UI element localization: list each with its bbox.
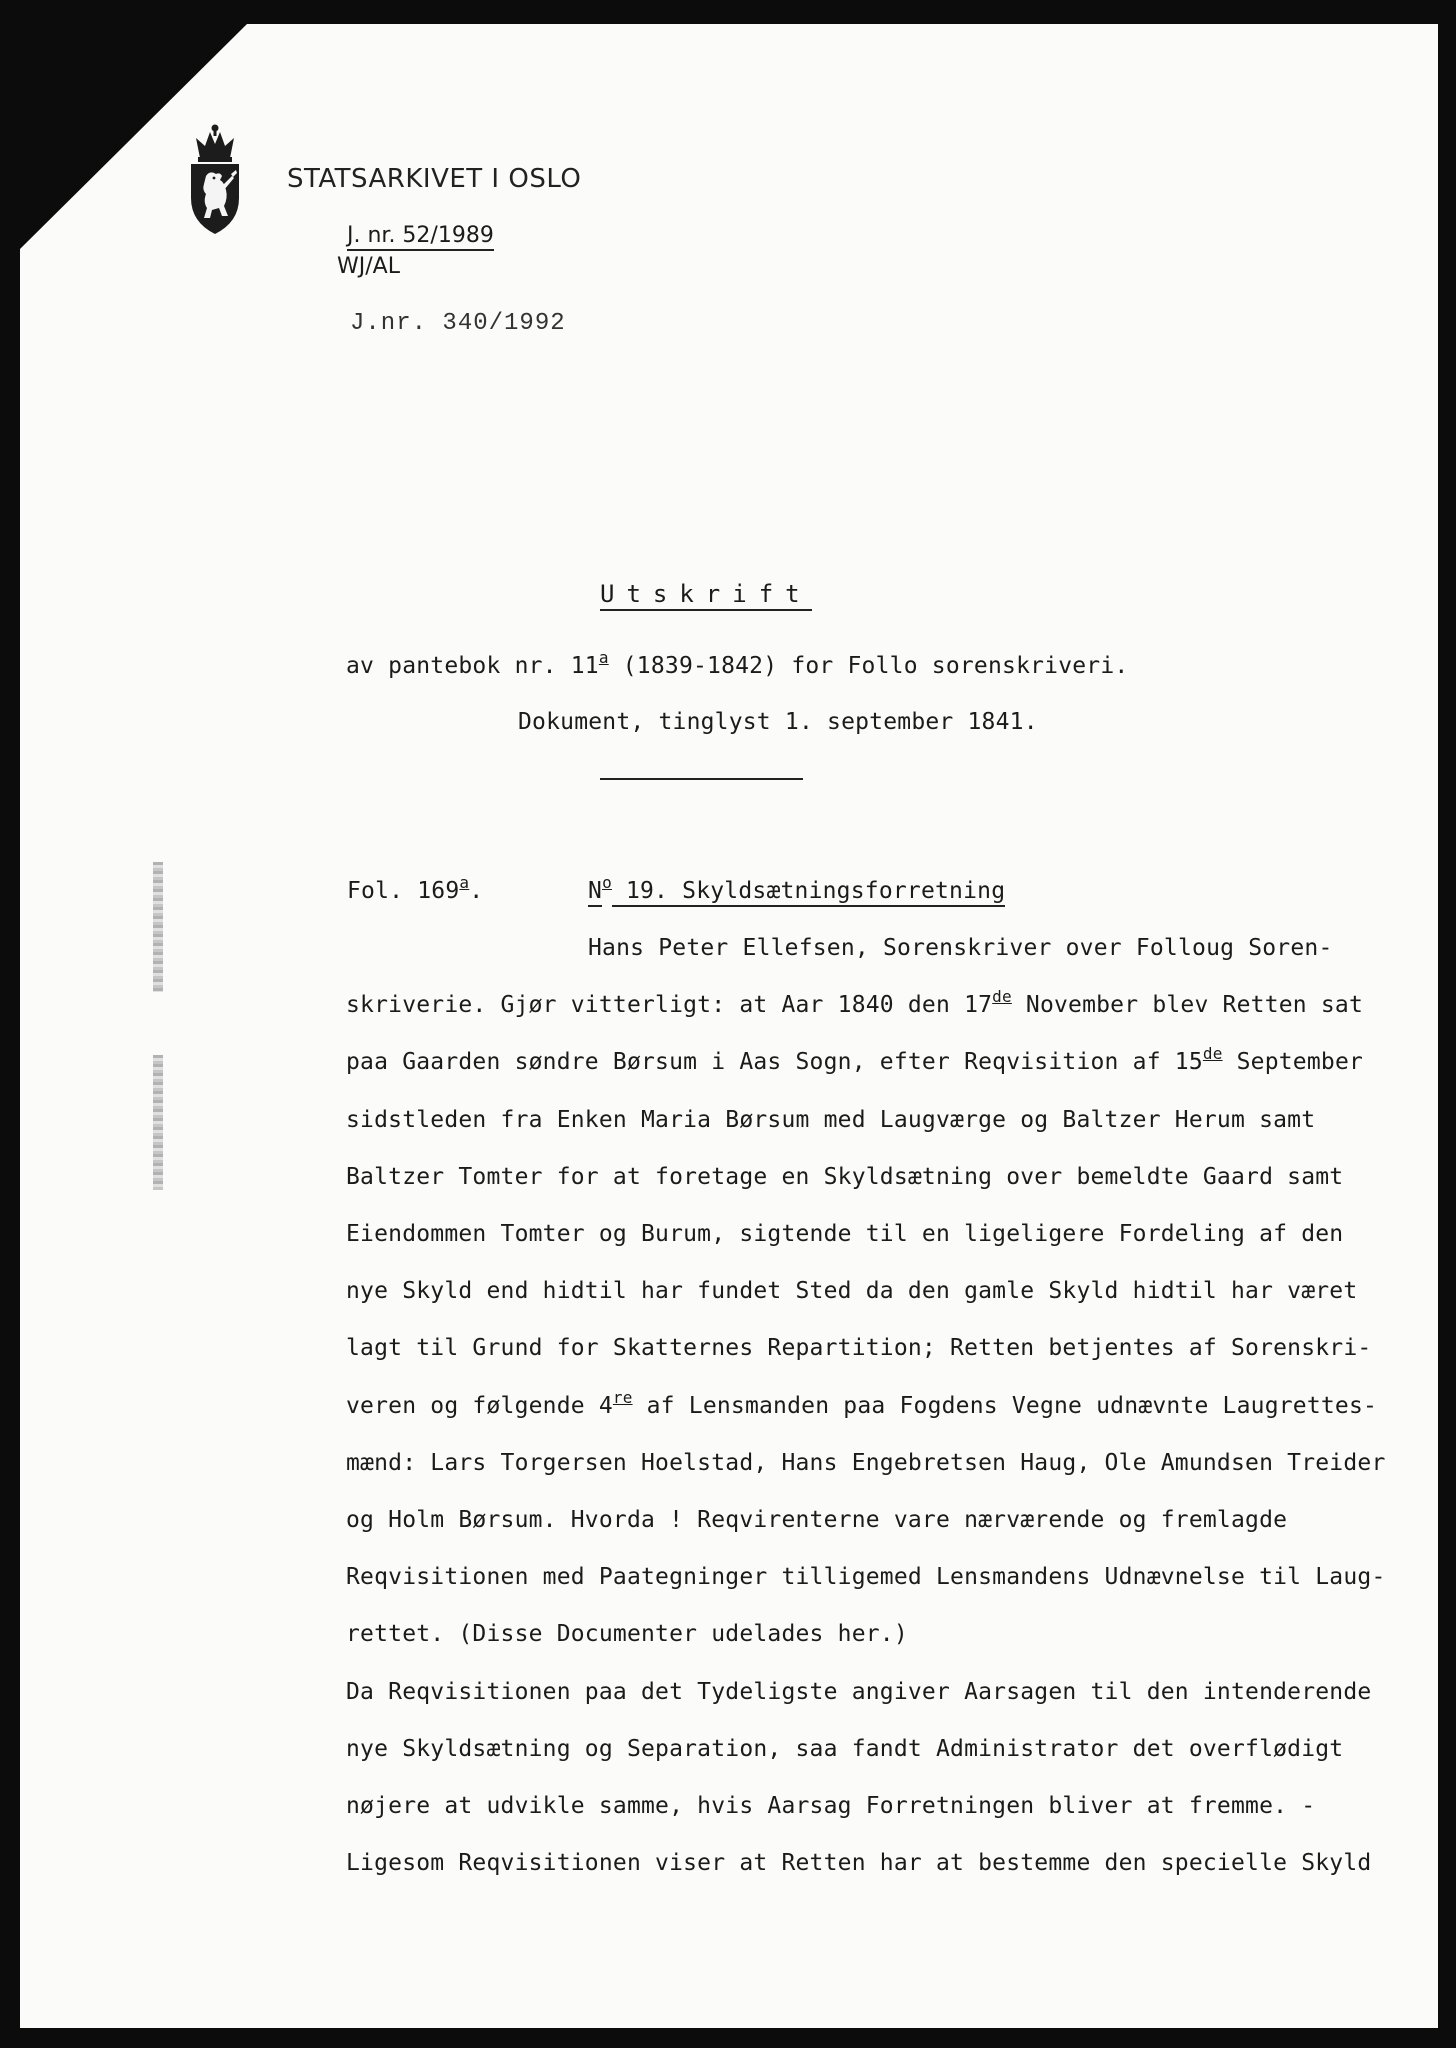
body-line: veren og følgende 4re af Lensmanden paa Fogdens Vegne udnævnte Laugrettes- xyxy=(346,1387,1378,1419)
document-title: Utskrift xyxy=(600,580,812,611)
registration-date: Dokument, tinglyst 1. september 1841. xyxy=(518,709,1038,735)
body-line: Baltzer Tomter for at foretage en Skyldsætning over bemeldte Gaard samt xyxy=(346,1163,1344,1190)
section-divider xyxy=(600,778,803,780)
body-line: Reqvisitionen med Paategninger tilligemed Lensmandens Udnævnelse til Laug- xyxy=(346,1564,1386,1591)
body-line: nye Skyldsætning og Separation, saa fandt Administrator det overflødigt xyxy=(346,1735,1344,1762)
case-title: Skyldsætningsforretning xyxy=(682,878,1005,907)
body-line: nøjere at udvikle samme, hvis Aarsag Forretningen bliver at fremme. - xyxy=(346,1793,1316,1819)
document-page xyxy=(20,24,1438,2028)
folio-reference: Fol. 169$^a$. xyxy=(347,873,484,904)
body-line: sidstleden fra Enken Maria Børsum med Laugværge og Baltzer Herum samt xyxy=(346,1106,1316,1133)
body-line: Eiendommen Tomter og Burum, sigtende til en ligeligere Fordeling af den xyxy=(346,1221,1344,1247)
body-line: og Holm Børsum. Hvorda ! Reqvirenterne vare nærværende og fremlagde xyxy=(346,1507,1288,1533)
body-line: lagt til Grund for Skatternes Repartition; Retten betjentes af Sorenskri- xyxy=(346,1335,1372,1362)
body-line: rettet. (Disse Documenter udelades her.) xyxy=(346,1621,908,1648)
document-subtitle: av pantebok nr. 11$^a$ (1839-1842) for Follo sorenskriveri. xyxy=(346,648,1129,679)
archive-name: STATSARKIVET I OSLO xyxy=(287,164,582,194)
body-line: mænd: Lars Torgersen Hoelstad, Hans Engebretsen Haug, Ole Amundsen Treider xyxy=(346,1449,1386,1476)
body-line: Da Reqvisitionen paa det Tydeligste angiver Aarsagen til den intenderende xyxy=(346,1678,1372,1705)
journal-number-1992: J.nr. 340/1992 xyxy=(350,310,566,337)
journal-number-1989: J. nr. 52/1989 xyxy=(347,223,494,251)
punch-hole-mark xyxy=(153,862,163,992)
body-line: skriverie. Gjør vitterligt: at Aar 1840 den 17de November blev Retten sat xyxy=(346,987,1364,1019)
body-line: nye Skyld end hidtil har fundet Sted da den gamle Skyld hidtil har været xyxy=(346,1278,1358,1305)
body-line: Ligesom Reqvisitionen viser at Retten har at bestemme den specielle Skyld xyxy=(346,1850,1372,1877)
body-line: paa Gaarden søndre Børsum i Aas Sogn, efter Reqvisition af 15de September xyxy=(346,1044,1364,1076)
body-line: Hans Peter Ellefsen, Sorenskriver over Folloug Soren- xyxy=(588,935,1333,961)
case-heading: $N^o$ 19. Skyldsætningsforretning xyxy=(588,878,1005,904)
clerk-initials: WJ/AL xyxy=(337,254,400,279)
norwegian-lion-coat-of-arms-icon xyxy=(186,124,244,236)
punch-hole-mark xyxy=(153,1055,163,1190)
